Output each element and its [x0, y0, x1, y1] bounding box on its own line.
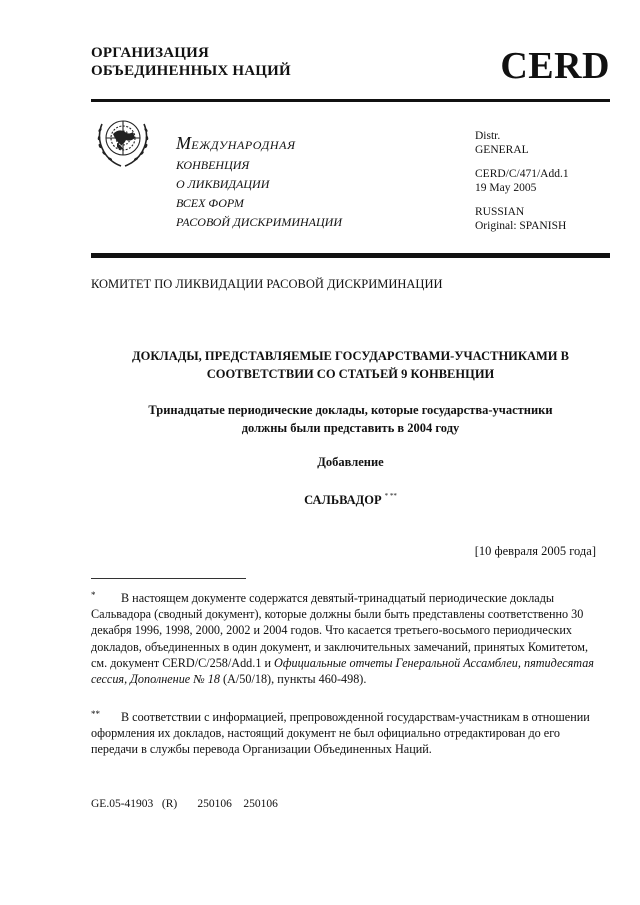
addendum-heading: Добавление — [317, 455, 384, 469]
footnote-1 — [91, 590, 601, 687]
organization-name — [91, 44, 291, 80]
convention-line1-rest: ЕЖДУНАРОДНАЯ — [191, 138, 296, 152]
report-subtitle-line1: Тринадцатые периодические доклады, которые государства-участники — [148, 403, 553, 417]
committee-name: КОМИТЕТ ПО ЛИКВИДАЦИИ РАСОВОЙ ДИСКРИМИНАЦИИ — [91, 277, 443, 291]
original-language: Original: SPANISH — [475, 220, 567, 232]
header-rule — [91, 99, 610, 102]
convention-line4: ВСЕХ ФОРМ — [176, 196, 244, 210]
document-symbol: CERD/C/471/Add.1 — [475, 168, 569, 180]
footnote-1-text-end: (A/50/18), пункты 460-498). — [220, 672, 367, 687]
convention-line3: О ЛИКВИДАЦИИ — [176, 177, 270, 191]
report-title-line1: ДОКЛАДЫ, ПРЕДСТАВЛЯЕМЫЕ ГОСУДАРСТВАМИ-УЧАСТНИКАМИ В — [132, 349, 569, 363]
report-date: [10 февраля 2005 года] — [474, 544, 596, 558]
document-language: RUSSIAN — [475, 206, 525, 218]
footnote-2-text: В соответствии с информацией, препровожденной государствам-участникам в отношении оформления их докладов, настоящий документ не был официально отредактирован до его передачи в службы перевода Организации Объединенных Наций. — [91, 710, 590, 757]
org-name-line2: ОБЪЕДИНЕННЫХ НАЦИЙ — [91, 63, 291, 79]
convention-line5: РАСОВОЙ ДИСКРИМИНАЦИИ — [176, 215, 343, 229]
report-title — [91, 347, 610, 383]
country-heading — [91, 488, 610, 508]
footnote-2 — [91, 709, 601, 758]
org-name-line1: ОРГАНИЗАЦИЯ — [91, 45, 210, 61]
header-thick-rule — [91, 253, 610, 258]
convention-title — [176, 132, 342, 232]
job-number: GE.05-41903 (R) 250106 250106 — [91, 798, 278, 810]
distr-label: Distr. — [475, 130, 501, 142]
convention-line1 — [176, 132, 342, 156]
un-emblem-icon — [93, 110, 153, 172]
convention-line2: КОНВЕНЦИЯ — [176, 158, 250, 172]
report-title-line2: СООТВЕТСТВИИ СО СТАТЬЕЙ 9 КОНВЕНЦИИ — [206, 367, 495, 381]
footnote-separator — [91, 578, 246, 579]
distribution-block — [475, 129, 569, 233]
report-subtitle — [91, 401, 610, 437]
footnote-1-text: В настоящем документе содержатся девятый-тринадцатый периодические доклады Сальвадора (сводный документ), которые должны были быть представлены соответственно 30 декабря 1996, 1998, 2000, 2002 и 2004 годов. Что касается третьего-восьмого периодических докладов, объединенных в один документ, и заключительных замечаний, принятых Комитетом, см. документ CERD/C/258/Add.1 и — [91, 591, 588, 670]
footnote-marks: * ** — [384, 492, 397, 500]
convention-initial: М — [176, 133, 192, 153]
country-name: САЛЬВАДОР — [304, 493, 382, 507]
footnote-1-italic: Официальные отчеты Генеральной Ассамблеи, пятидесятая сессия, Дополнение № 18 — [91, 655, 594, 687]
distr-general: GENERAL — [475, 144, 529, 156]
footnote-1-mark: * — [91, 590, 96, 600]
document-series-symbol: CERD — [500, 45, 610, 87]
report-subtitle-line2: должны были представить в 2004 году — [241, 421, 460, 435]
footnote-2-mark: ** — [91, 709, 100, 719]
document-date: 19 May 2005 — [475, 182, 537, 194]
